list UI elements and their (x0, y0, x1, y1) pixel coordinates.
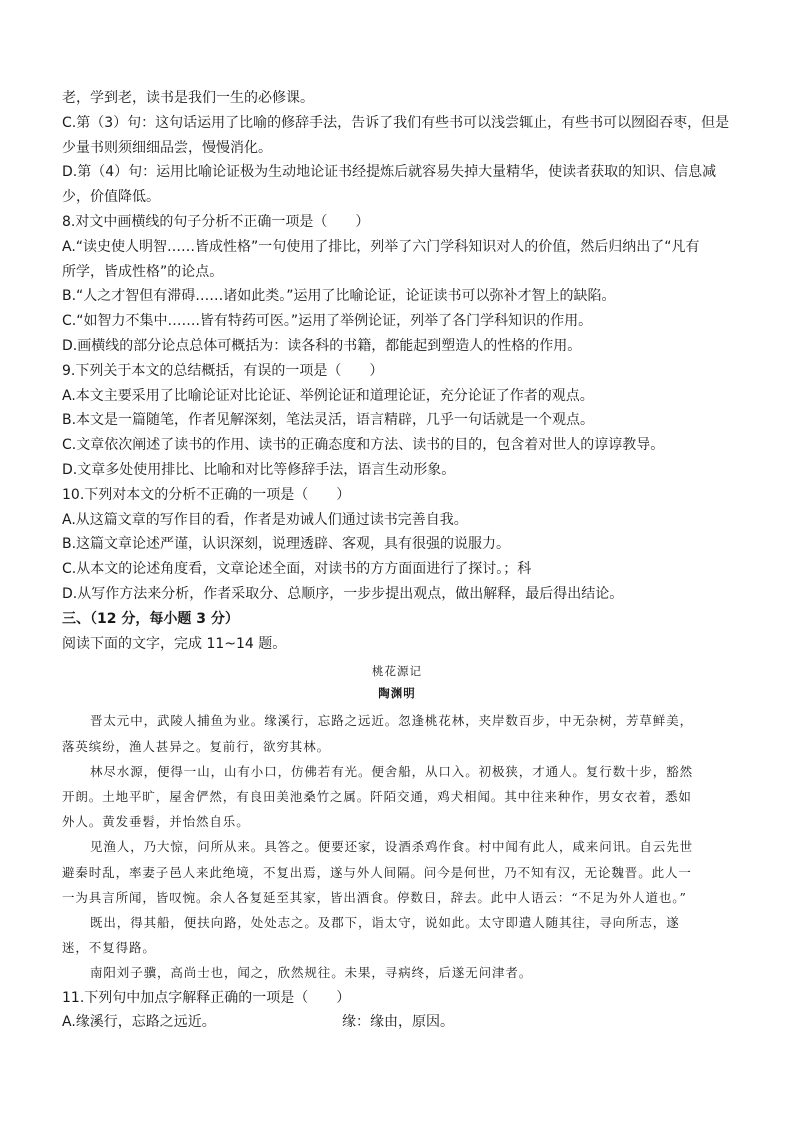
text-line: 少量书则须细细品尝，慢慢消化。 (62, 139, 272, 156)
classical-line: 开朗。土地平旷，屋舍俨然，有良田美池桑竹之属。阡陌交通，鸡犬相闻。其中往来种作，男女衣着，悉如 (62, 788, 692, 804)
text-line: 老，学到老，读书是我们一生的必修课。 (62, 90, 314, 106)
text-line: 少，价值降低。 (62, 189, 160, 206)
classical-line: 避秦时乱，率妻子邑人来此绝境，不复出焉，遂与外人间隔。问今是何世，乃不知有汉，无论魏晋。此人一 (62, 864, 692, 880)
classical-line: 见渔人，乃大惊，问所从来。具答之。便要还家，设酒杀鸡作食。村中闻有此人，咸来问讯。自云先世 (90, 839, 694, 855)
reading-instruction: 阅读下面的文字，完成 11~14 题。 (62, 635, 287, 652)
classical-line: 林尽水源，便得一山，山有小口，仿佛若有光。便舍船，从口入。初极狭，才通人。复行数十步，豁然 (90, 763, 694, 779)
question-8-option-d: D.画横线的部分论点总体可概括为：读各科的书籍，都能起到塑造人的性格的作用。 (62, 337, 582, 354)
question-10-option-a: A.从这篇文章的写作目的看，作者是劝诫人们通过读书完善自我。 (62, 511, 468, 528)
question-8-option-b: B.“人之才智但有滞碍……诸如此类。”运用了比喻论证，论证读书可以弥补才智上的缺陷。 (62, 288, 616, 305)
question-10-option-c: C.从本文的论述角度看，文章论述全面，对读书的方方面面进行了探讨。；科 (62, 561, 532, 578)
question-11: 11.下列句中加点字解释正确的一项是（ ） (62, 989, 351, 1006)
classical-line: 南阳刘子骥，高尚士也，闻之，欣然规往。未果，寻病终，后遂无问津者。 (90, 965, 533, 981)
question-8: 8.对文中画横线的句子分析不正确一项是（ ） (62, 213, 370, 230)
question-8-option-c: C.“如智力不集中…….皆有特药可医。”运用了举例论证，列举了各门学科知识的作用。 (62, 313, 593, 330)
section-heading: 三、（12 分，每小题 3 分） (62, 610, 239, 627)
question-8-option-a: A.“读史使人明智……皆成性格”一句使用了排比，列举了六门学科知识对人的价值，然后归纳出了“凡有 (62, 238, 700, 255)
option-explanation: 缘：缘由，原因。 (342, 1014, 454, 1031)
option-sentence: A.缘溪行，忘路之远近。 (62, 1014, 216, 1031)
question-9-option-c: C.文章依次阐述了读书的作用、读书的正确态度和方法、读书的目的，包含着对世人的谆谆教导。 (62, 437, 665, 454)
document-page (62, 86, 732, 1035)
classical-line: 外人。黄发垂髫，并怡然自乐。 (62, 814, 250, 830)
classical-line: 晋太元中，武陵人捕鱼为业。缘溪行，忘路之远近。忽逢桃花林，夹岸数百步，中无杂树，芳草鲜美， (90, 713, 694, 729)
question-9: 9.下列关于本文的总结概括，有误的一项是（ ） (62, 362, 384, 379)
classical-line: 既出，得其船，便扶向路，处处志之。及郡下，诣太守，说如此。太守即遣人随其往，寻向所志，遂 (90, 914, 680, 930)
question-10-option-b: B.这篇文章论述严谨，认识深刻，说理透辟、客观，具有很强的说服力。 (62, 536, 511, 553)
question-10-option-d: D.从写作方法来分析，作者采取分、总顺序，一步步提出观点，做出解释，最后得出结论。 (62, 585, 624, 602)
question-11-option-a (62, 1010, 732, 1035)
question-9-option-d: D.文章多处使用排比、比喻和对比等修辞手法，语言生动形象。 (62, 461, 456, 478)
question-9-option-a: A.本文主要采用了比喻论证对比论证、举例论证和道理论证，充分论证了作者的观点。 (62, 387, 594, 404)
option-c-line: C.第（3）句：这句话运用了比喻的修辞手法，告诉了我们有些书可以浅尝辄止，有些书可以囫囵吞枣，但是 (62, 114, 730, 131)
poem-author: 陶渊明 (378, 686, 416, 701)
classical-line: 落英缤纷，渔人甚异之。复前行，欲穷其林。 (62, 738, 331, 754)
text-line: 所学，皆成性格”的论点。 (62, 263, 224, 280)
classical-line: 一为具言所闻，皆叹惋。余人各复延至其家，皆出酒食。停数日，辞去。此中人语云：“不足为外人道也。” (62, 889, 687, 905)
question-9-option-b: B.本文是一篇随笔，作者见解深刻，笔法灵活，语言精辟，几乎一句话就是一个观点。 (62, 412, 595, 429)
option-d-line: D.第（4）句：运用比喻论证极为生动地论证书经提炼后就容易失掉大量精华，使读者获取的知识、信息减 (62, 164, 717, 181)
classical-line: 迷，不复得路。 (62, 940, 156, 956)
poem-title: 桃花源记 (372, 664, 422, 679)
question-10: 10.下列对本文的分析不正确的一项是（ ） (62, 486, 351, 503)
